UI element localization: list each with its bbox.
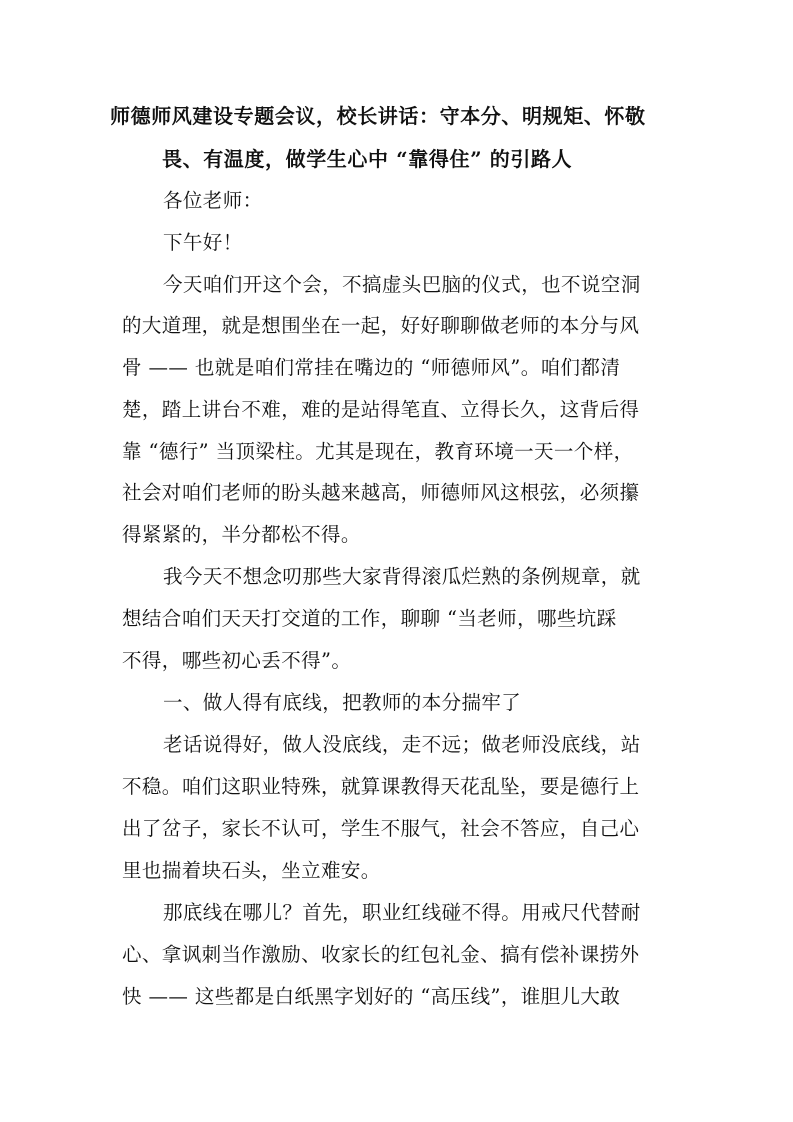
salutation: 各位老师： (163, 189, 263, 212)
document-title-line-2: 畏、有温度，做学生心中 “靠得住” 的引路人 (162, 147, 573, 171)
paragraph-line: 我今天不想念叨那些大家背得滚瓜烂熟的条例规章，就 (163, 565, 641, 588)
paragraph-line: 得紧紧的，半分都松不得。 (122, 523, 361, 546)
paragraph-line: 社会对咱们老师的盼头越来越高，师德师风这根弦，必须攥 (122, 481, 640, 504)
paragraph-line: 快 —— 这些都是白纸黑字划好的 “高压线”，谁胆儿大敢 (122, 985, 621, 1008)
paragraph-line: 靠 “德行” 当顶梁柱。尤其是现在，教育环境一天一个样， (122, 440, 634, 463)
paragraph-line: 那底线在哪儿？首先，职业红线碰不得。用戒尺代替耐 (163, 901, 641, 924)
paragraph-line: 不稳。咱们这职业特殊，就算课教得天花乱坠，要是德行上 (122, 775, 640, 798)
paragraph-line: 骨 —— 也就是咱们常挂在嘴边的 “师德师风”。咱们都清 (122, 356, 621, 379)
paragraph-line: 里也揣着块石头，坐立难安。 (122, 859, 381, 882)
paragraph-line: 的大道理，就是想围坐在一起，好好聊聊做老师的本分与风 (122, 314, 640, 337)
section-heading: 一、做人得有底线，把教师的本分揣牢了 (163, 691, 522, 714)
greeting: 下午好！ (163, 231, 243, 254)
paragraph-line: 楚，踏上讲台不难，难的是站得笔直、立得长久，这背后得 (122, 398, 640, 421)
paragraph-line: 想结合咱们天天打交道的工作，聊聊 “当老师，哪些坑踩 (122, 607, 617, 630)
paragraph-line: 出了岔子，家长不认可，学生不服气，社会不答应，自己心 (122, 817, 640, 840)
paragraph-line: 不得，哪些初心丢不得”。 (122, 649, 352, 672)
paragraph-line: 老话说得好，做人没底线，走不远；做老师没底线，站 (163, 733, 641, 756)
paragraph-line: 今天咱们开这个会，不搞虚头巴脑的仪式，也不说空洞 (163, 273, 641, 296)
document-title-line-1: 师德师风建设专题会议，校长讲话：守本分、明规矩、怀敬 (110, 104, 646, 128)
paragraph-line: 心、拿讽刺当作激励、收家长的红包礼金、搞有偿补课捞外 (122, 943, 640, 966)
